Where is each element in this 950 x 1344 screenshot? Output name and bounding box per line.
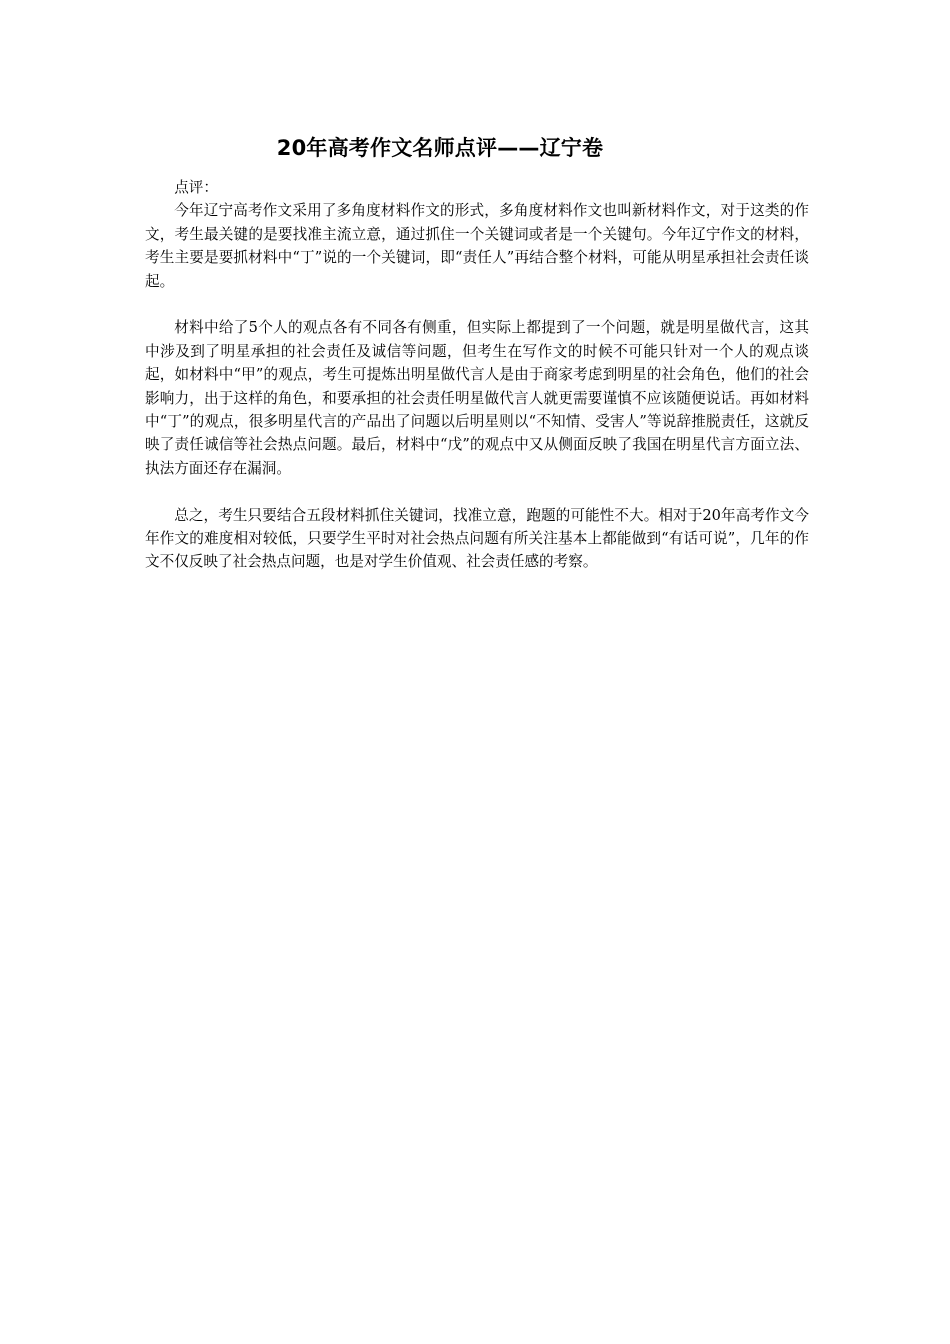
paragraph-1: 今年辽宁高考作文采用了多角度材料作文的形式，多角度材料作文也叫新材料作文，对于这类的作文，考生最关键的是要找准主流立意，通过抓住一个关键词或者是一个关键句。今年辽宁作文的材料，考生主要是要抓材料中“丁”说的一个关键词，即“责任人”再结合整个材料，可能从明星承担社会责任谈起。 [145, 202, 809, 290]
paragraph-spacer [145, 293, 809, 316]
document-title: 20年高考作文名师点评——辽宁卷 [276, 136, 604, 160]
comment-label: 点评： [174, 179, 218, 196]
paragraph-3: 总之，考生只要结合五段材料抓住关键词，找准立意，跑题的可能性不大。相对于20年高考作文今年作文的难度相对较低，只要学生平时对社会热点问题有所关注基本上都能做到“有话可说”，几年的作文不仅反映了社会热点问题，也是对学生价值观、社会责任感的考察。 [145, 506, 809, 571]
document-body [145, 176, 809, 574]
paragraph-spacer [145, 480, 809, 503]
paragraph-2: 材料中给了5个人的观点各有不同各有侧重，但实际上都提到了一个问题，就是明星做代言，这其中涉及到了明星承担的社会责任及诚信等问题，但考生在写作文的时候不可能只针对一个人的观点谈起，如材料中“甲”的观点，考生可提炼出明星做代言人是由于商家考虑到明星的社会角色，他们的社会影响力，出于这样的角色，和要承担的社会责任明星做代言人就更需要谨慎不应该随便说话。再如材料中“丁”的观点，很多明星代言的产品出了问题以后明星则以“不知情、受害人”等说辞推脱责任，这就反映了责任诚信等社会热点问题。最后，材料中“戊”的观点中又从侧面反映了我国在明星代言方面立法、执法方面还存在漏洞。 [145, 319, 809, 477]
